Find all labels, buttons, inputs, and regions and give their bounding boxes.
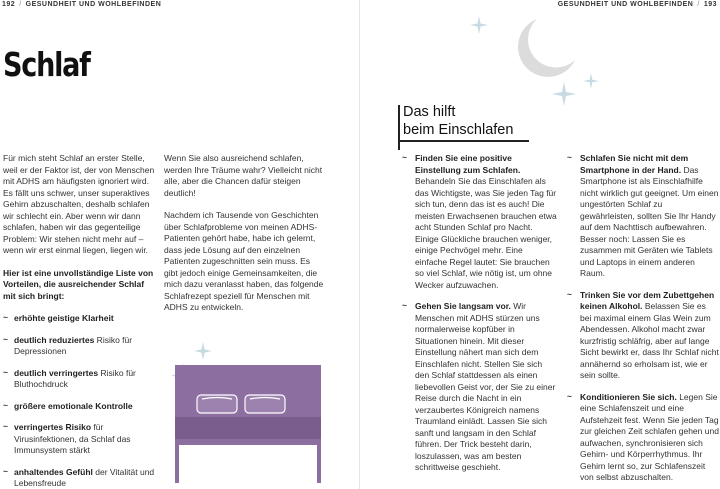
subhead-rule-vertical — [398, 105, 400, 150]
left-running-title: GESUNDHEIT UND WOHLBEFINDEN — [25, 1, 162, 8]
tilde-bullet-icon: ~ — [567, 390, 572, 401]
list-item: ~ Konditionieren Sie sich. Legen Sie eine Schlafenszeit und eine Aufstehzeit fest. Wenn Sie jeden Tag zur gleichen Zeit schlafen gehen und aufwachen, synchronisieren sich Gehirn- und Körperrhythmus. Ihr Gehirn lernt so, zur Schlafenszeit von selbst abzuschalten. — [567, 390, 719, 482]
bed-leg-left — [175, 439, 179, 483]
tilde-bullet-icon: ~ — [3, 465, 8, 476]
tilde-bullet-icon: ~ — [3, 399, 8, 410]
night-sky-decoration — [465, 4, 625, 114]
star-small-icon — [583, 73, 599, 89]
tilde-bullet-icon: ~ — [3, 333, 8, 344]
list-item: ~ größere emotionale Kontrolle — [3, 399, 133, 411]
list-item: ~ anhaltendes Gefühl der Vitalität und Lebensfreude — [3, 465, 155, 488]
tilde-bullet-icon: ~ — [567, 288, 572, 299]
tilde-bullet-icon: ~ — [402, 152, 407, 162]
subheading-line-2: beim Einschlafen — [403, 122, 514, 138]
right-running-title: GESUNDHEIT UND WOHLBEFINDEN — [557, 1, 694, 8]
list-item: ~ erhöhte geistige Klarheit — [3, 312, 114, 323]
list-item: ~ Gehen Sie langsam vor. Wir Menschen mit ADHS stürzen uns normalerweise kopfüber in Situationen hinein. Mit dieser Einstellung nähert man sich dem Einschlafen nicht. Stellen Sie sich den Schlaf stattdessen als einen liebevollen Geist vor, der Sie zu einer Reise durch die Nacht in ein verzaubertes Königreich namens Traumland einlädt. Lassen Sie sich sanft und langsam in den Schlaf führen. Der Trick besteht darin, loszulassen, was am besten schrittweise geschieht. — [402, 300, 556, 472]
left-column — [3, 153, 155, 489]
bed-mattress — [175, 417, 321, 439]
bed-leg-right — [317, 439, 321, 483]
left-page-number: 192 — [2, 1, 16, 8]
tilde-bullet-icon: ~ — [567, 152, 572, 162]
sparkle-small-icon — [194, 342, 212, 360]
right-page-number: 193 — [703, 1, 717, 8]
tilde-bullet-icon: ~ — [3, 312, 8, 322]
list-item: ~ Trinken Sie vor dem Zubettgehen keinen Alkohol. Belassen Sie es bei maximal einem Glas Wein zum Abendessen. Alkohol macht zwar kurzfristig schläfrig, aber auf lange Sicht bewirkt er, dass Ihr Schlaf nicht annähernd so erholsam ist, wie er sein sollte. — [567, 288, 719, 380]
list-item: ~ Finden Sie eine positive Einstellung zum Schlafen. Behandeln Sie das Einschlafen als das Wichtigste, was Sie jeden Tag für sich tun, denn das ist es auch! Die meisten Erwachsenen brauchen etwa acht Stunden Schlaf pro Nacht. Einige Glückliche brauchen weniger, einige Pechvögel mehr. Eine einfache Regel lautet: Sie brauchen so viel Schlaf, wie nötig ist, um ohne Wecker aufzuwachen. — [402, 152, 557, 290]
middle-column — [164, 153, 324, 325]
dream-paragraph: Wenn Sie also ausreichend schlafen, werden Ihre Träume wahr? Vielleicht nicht alle, aber die Chancen dafür steigen deutlich! — [164, 153, 323, 198]
header-separator: / — [19, 1, 22, 8]
left-page-header — [2, 1, 161, 8]
intro-paragraph: Für mich steht Schlaf an erster Stelle, weil er der Faktor ist, der von Menschen mit ADHS am häufigsten ignoriert wird. Es fällt uns schwer, unser superaktives Gehirn abzuschalten, deshalb schlafen wir schlecht ein. Aber wenn wir dann schlafen, haben wir das gegenteilige Problem: Wir stehen nicht mehr auf – wenn wir erst einmal liegen, liegen wir. — [3, 153, 155, 255]
tilde-bullet-icon: ~ — [402, 300, 407, 310]
header-separator-right: / — [697, 1, 700, 8]
subhead-rule — [399, 140, 529, 142]
list-item: ~ verringertes Risiko für Virusinfektionen, da Schlaf das Immunsystem stärkt — [3, 421, 131, 455]
bed-illustration — [150, 335, 350, 485]
list-item: ~ deutlich verringertes Risiko für Bluthochdruck — [3, 366, 136, 389]
star-icon — [470, 16, 488, 34]
tilde-bullet-icon: ~ — [3, 366, 8, 377]
list-item: ~ Schlafen Sie nicht mit dem Smartphone in der Hand. Das Smartphone ist als Einschlafhilfe nicht wirklich gut geeignet. Um einen ungestörten Schlaf zu gewährleisten, sollten Sie Ihr Handy auf dem Nachttisch aufbewahren. Besser noch: Lassen Sie es zusammen mit Geräten wie Tablets und Laptops in einem anderen Raum. — [567, 152, 719, 278]
moon-icon — [518, 19, 575, 77]
patients-paragraph: Nachdem ich Tausende von Geschichten über Schlafprobleme von meinen ADHS-Patienten gehört habe, habe ich gelernt, dass jede Lösung auf den einzelnen Patienten zugeschnitten sein muss. Es gibt jedoch einige Gemeinsamkeiten, die mich dazu veranlasst haben, das folgende Schlafrezept speziell für Menschen mit ADHS zu entwickeln. — [164, 210, 324, 312]
list-item: ~ deutlich reduziertes Risiko für Depressionen — [3, 333, 133, 356]
tilde-bullet-icon: ~ — [3, 421, 8, 431]
tips-list-right — [567, 153, 719, 489]
tips-list-left — [402, 153, 557, 484]
star-large-icon — [552, 82, 576, 106]
benefits-list — [3, 313, 155, 489]
benefits-lead: Hier ist eine unvollständige Liste von Vorteilen, die ausreichender Schlaf mit sich bringt: — [3, 267, 154, 301]
page-gutter — [359, 0, 360, 489]
subheading-line-1: Das hilft — [403, 104, 456, 120]
page-title: Schlaf — [3, 45, 90, 84]
